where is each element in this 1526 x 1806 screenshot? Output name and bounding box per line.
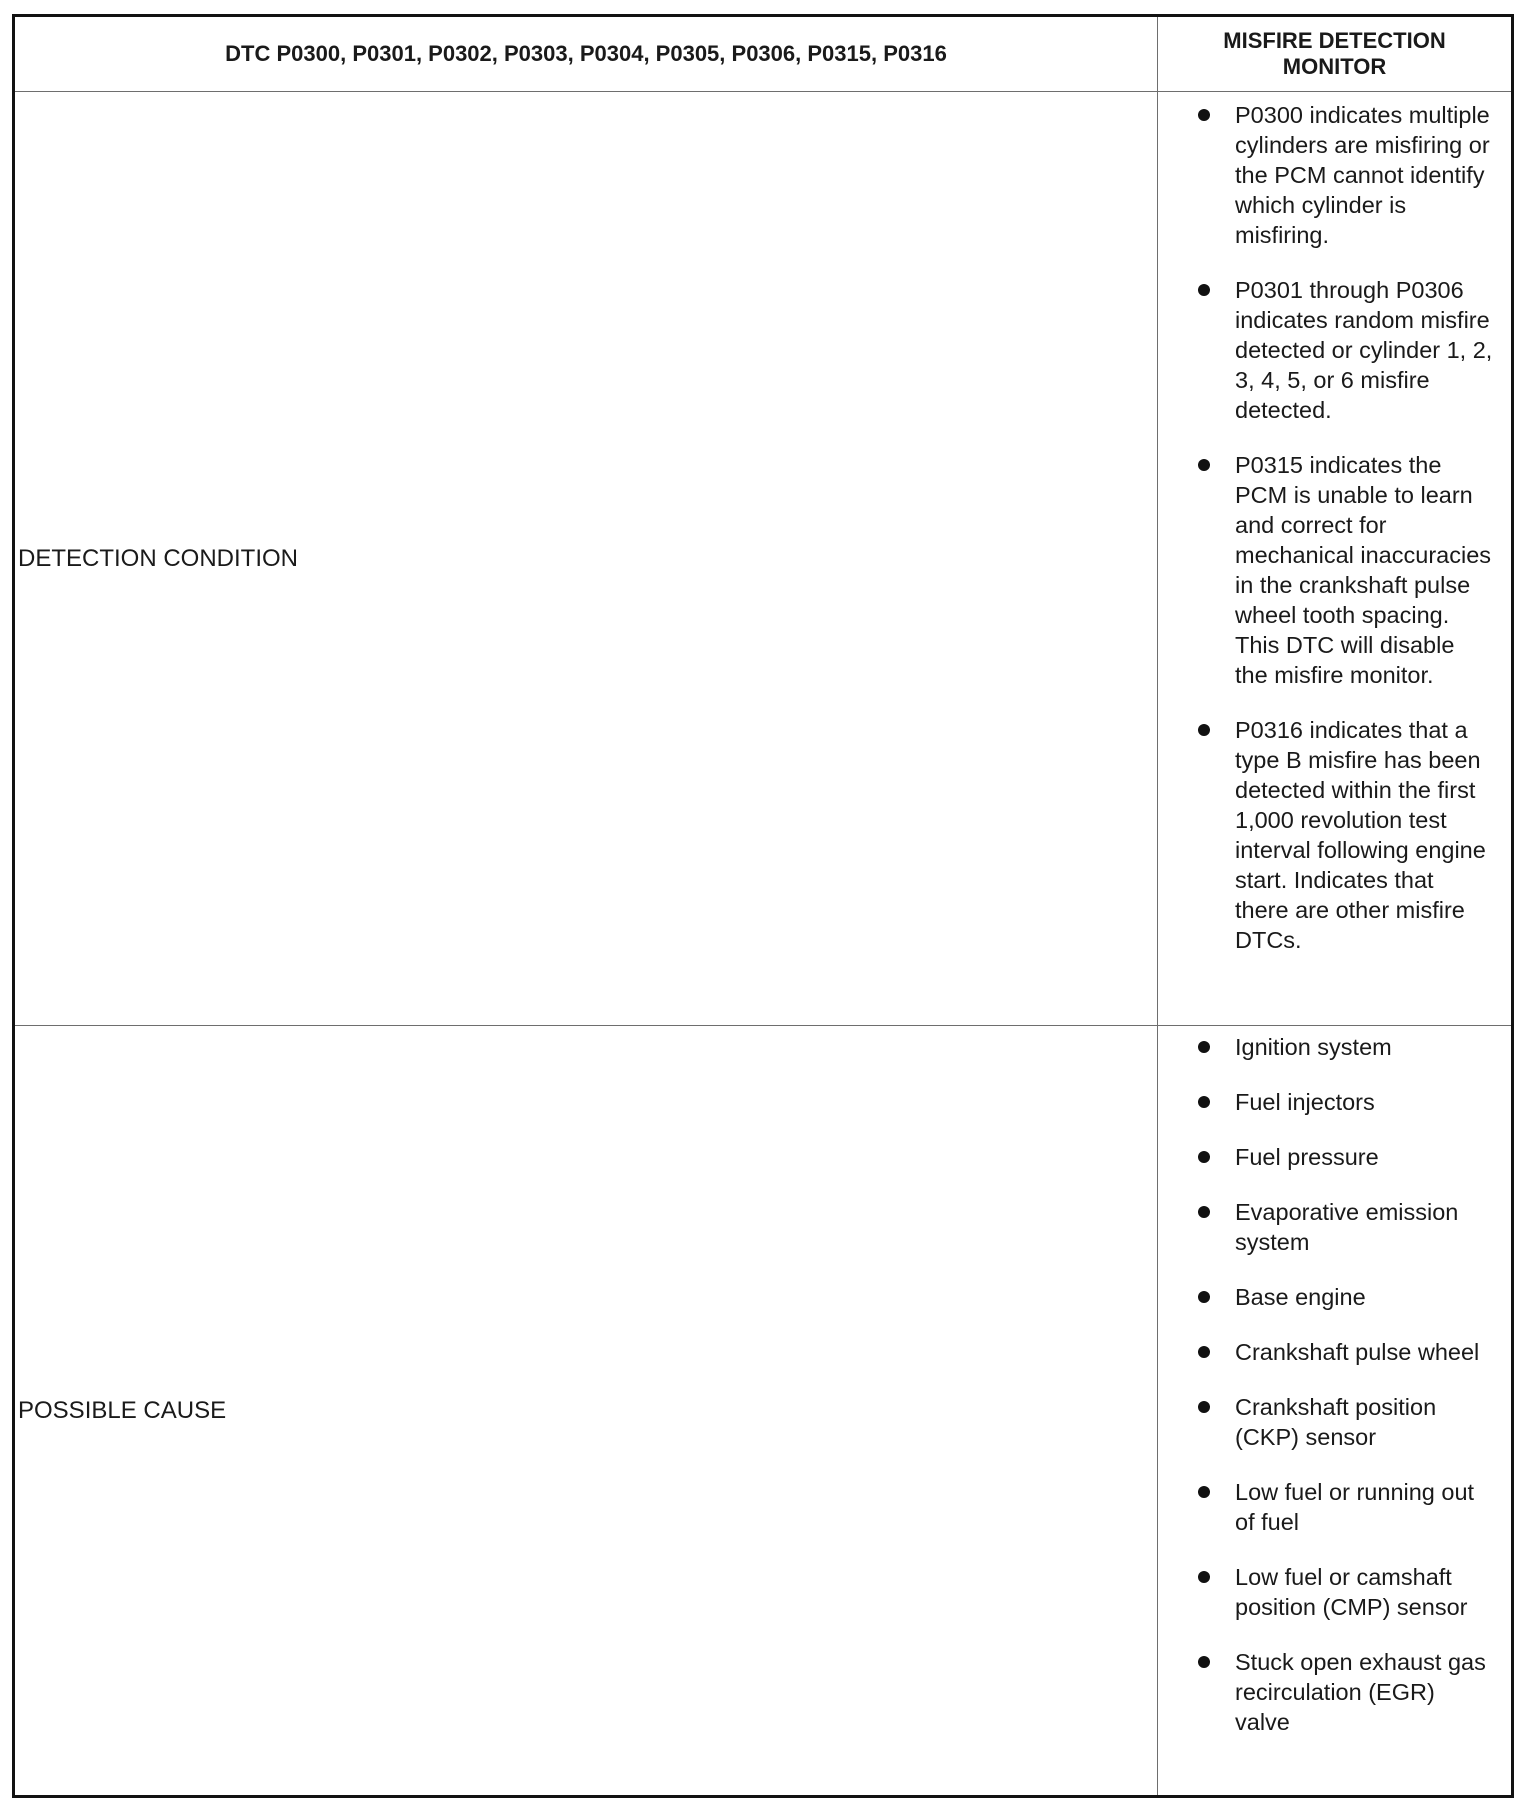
list-item-text: P0301 through P0306 indicates random misfire detected or cylinder 1, 2, 3, 4, 5, or 6 misfire detected. xyxy=(1235,277,1493,423)
bullet-icon xyxy=(1198,459,1210,471)
bullet-icon xyxy=(1198,1401,1210,1413)
list-item xyxy=(1198,450,1493,690)
list-item-text: Fuel injectors xyxy=(1235,1089,1375,1115)
bullet-icon xyxy=(1198,1571,1210,1583)
detection-condition-label-text: DETECTION CONDITION xyxy=(18,544,298,572)
list-item xyxy=(1198,1032,1493,1062)
list-item-text: Stuck open exhaust gas recirculation (EGR) valve xyxy=(1235,1649,1486,1735)
bullet-icon xyxy=(1198,1096,1210,1108)
possible-cause-list xyxy=(1158,1026,1511,1737)
list-item xyxy=(1198,1197,1493,1257)
list-item-text: Crankshaft pulse wheel xyxy=(1235,1339,1480,1365)
list-item xyxy=(1198,275,1493,425)
header-dtc-codes xyxy=(15,17,1158,92)
list-item-text: P0315 indicates the PCM is unable to learn and correct for mechanical inaccuracies in the crankshaft pulse wheel tooth spacing. This DTC will disable the misfire monitor. xyxy=(1235,452,1492,688)
bullet-icon xyxy=(1198,284,1210,296)
bullet-icon xyxy=(1198,1486,1210,1498)
list-item xyxy=(1198,1477,1493,1537)
bullet-icon xyxy=(1198,1151,1210,1163)
dtc-table xyxy=(12,14,1514,1798)
bullet-icon xyxy=(1198,1206,1210,1218)
detection-condition-cell xyxy=(1158,92,1511,1026)
list-item xyxy=(1198,1142,1493,1172)
list-item xyxy=(1198,1087,1493,1117)
list-item xyxy=(1198,1647,1493,1737)
list-item-text: Base engine xyxy=(1235,1284,1366,1310)
bullet-icon xyxy=(1198,1346,1210,1358)
list-item xyxy=(1198,100,1493,250)
list-item xyxy=(1198,715,1493,955)
possible-cause-cell xyxy=(1158,1026,1511,1795)
list-item-text: Crankshaft position (CKP) sensor xyxy=(1235,1394,1437,1450)
bullet-icon xyxy=(1198,109,1210,121)
detection-condition-list xyxy=(1158,92,1511,955)
list-item-text: Low fuel or running out of fuel xyxy=(1235,1479,1475,1535)
list-item xyxy=(1198,1337,1493,1367)
bullet-icon xyxy=(1198,1041,1210,1053)
bullet-icon xyxy=(1198,724,1210,736)
header-monitor-name xyxy=(1158,17,1511,92)
header-monitor-name-text: MISFIRE DETECTION MONITOR xyxy=(1223,28,1446,79)
list-item-text: Fuel pressure xyxy=(1235,1144,1379,1170)
list-item-text: Ignition system xyxy=(1235,1034,1392,1060)
detection-condition-label xyxy=(15,92,1158,1026)
list-item-text: P0316 indicates that a type B misfire has been detected within the first 1,000 revolution test interval following engine start. Indicates that there are other misfire DTCs. xyxy=(1235,717,1486,953)
list-item xyxy=(1198,1562,1493,1622)
possible-cause-label xyxy=(15,1026,1158,1795)
bullet-icon xyxy=(1198,1656,1210,1668)
list-item xyxy=(1198,1392,1493,1452)
possible-cause-label-text: POSSIBLE CAUSE xyxy=(18,1396,227,1424)
bullet-icon xyxy=(1198,1291,1210,1303)
list-item-text: Low fuel or camshaft position (CMP) sensor xyxy=(1235,1564,1468,1620)
header-dtc-codes-text: DTC P0300, P0301, P0302, P0303, P0304, P0305, P0306, P0315, P0316 xyxy=(225,41,947,66)
list-item-text: P0300 indicates multiple cylinders are misfiring or the PCM cannot identify which cylinder is misfiring. xyxy=(1235,102,1490,248)
list-item xyxy=(1198,1282,1493,1312)
list-item-text: Evaporative emission system xyxy=(1235,1199,1459,1255)
